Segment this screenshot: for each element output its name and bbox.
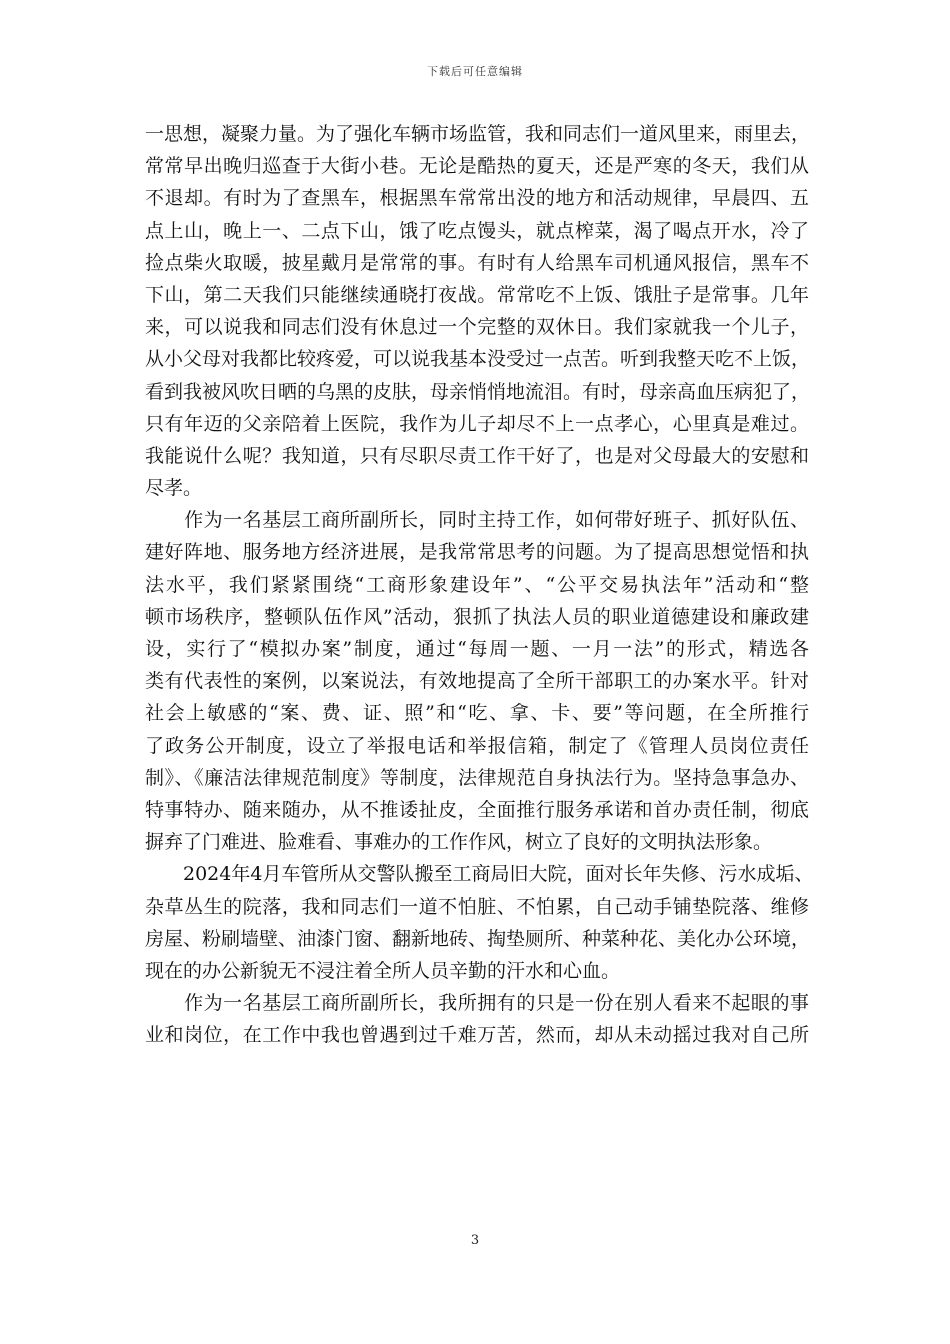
text-line: 从小父母对我都比较疼爱，可以说我基本没受过一点苦。听到我整天吃不上饭， — [145, 348, 811, 371]
text-line: 类有代表性的案例，以案说法，有效地提高了全所干部职工的办案水平。针对 — [145, 670, 809, 693]
text-line: 我能说什么呢？我知道，只有尽职尽责工作干好了，也是对父母最大的安慰和 — [145, 444, 809, 467]
text-line: 下山，第二天我们只能继续通晓打夜战。常常吃不上饭、饿肚子是常事。几年 — [145, 283, 809, 306]
text-line: 房屋、粉刷墙壁、油漆门窗、翻新地砖、掏垫厕所、种菜种花、美化办公环境， — [145, 927, 811, 950]
page-number: 3 — [470, 1233, 480, 1248]
text-line: 只有年迈的父亲陪着上医院，我作为儿子却尽不上一点孝心，心里真是难过。 — [145, 412, 809, 435]
text-line: 作为一名基层工商所副所长，我所拥有的只是一份在别人看来不起眼的事 — [145, 992, 809, 1015]
text-line: 现在的办公新貌无不浸注着全所人员辛勤的汗水和心血。 — [145, 959, 621, 982]
text-line: 看到我被风吹日晒的乌黑的皮肤，母亲悄悄地流泪。有时，母亲高血压病犯了， — [145, 380, 811, 403]
text-line: 设，实行了“模拟办案”制度，通过“每周一题、一月一法”的形式，精选各 — [145, 638, 809, 660]
text-line: 社会上敏感的“案、费、证、照”和“吃、拿、卡、要”等问题，在全所推行 — [145, 702, 809, 725]
text-line: 了政务公开制度，设立了举报电话和举报信箱，制定了《管理人员岗位责任 — [145, 734, 809, 757]
text-line: 业和岗位，在工作中我也曾遇到过千难万苦，然而，却从未动摇过我对自己所 — [145, 1024, 809, 1047]
text-line: 不退却。有时为了查黑车，根据黑车常常出没的地方和活动规律，早晨四、五 — [145, 187, 809, 210]
text-line: 一思想，凝聚力量。为了强化车辆市场监管，我和同志们一道风里来，雨里去， — [145, 123, 811, 145]
text-line: 作为一名基层工商所副所长，同时主持工作，如何带好班子、抓好队伍、 — [145, 509, 809, 532]
text-line: 法水平，我们紧紧围绕“工商形象建设年”、“公平交易执法年”活动和“整 — [145, 573, 809, 596]
text-line: 特事特办、随来随办，从不推诿扯皮，全面推行服务承诺和首办责任制，彻底 — [145, 798, 809, 821]
text-line: 点上山，晚上一、二点下山，饿了吃点馒头，就点榨菜，渴了喝点开水，冷了 — [145, 219, 809, 242]
text-line: 制》、《廉洁法律规范制度》等制度，法律规范自身执法行为。坚持急事急办、 — [145, 766, 809, 789]
text-line: 常常早出晚归巡查于大街小巷。无论是酷热的夏天，还是严寒的冬天，我们从 — [145, 155, 809, 178]
text-line: 尽孝。 — [145, 477, 203, 500]
document-body — [145, 118, 814, 1051]
text-line: 摒弃了门难进、脸难看、事难办的工作作风，树立了良好的文明执法形象。 — [145, 831, 773, 854]
text-line: 建好阵地、服务地方经济进展，是我常常思考的问题。为了提高思想觉悟和执 — [145, 541, 809, 564]
text-line: 捡点柴火取暖，披星戴月是常常的事。有时有人给黑车司机通风报信，黑车不 — [145, 251, 809, 274]
text-line: 杂草丛生的院落，我和同志们一道不怕脏、不怕累，自己动手铺垫院落、维修 — [145, 895, 809, 918]
page-header: 下载后可任意编辑 — [427, 65, 523, 78]
text-line: 2024年4月车管所从交警队搬至工商局旧大院，面对长年失修、污水成垢、 — [145, 863, 814, 886]
text-line: 来，可以说我和同志们没有休息过一个完整的双休日。我们家就我一个儿子， — [145, 316, 809, 339]
text-line: 顿市场秩序，整顿队伍作风”活动，狠抓了执法人员的职业道德建设和廉政建 — [145, 605, 809, 628]
